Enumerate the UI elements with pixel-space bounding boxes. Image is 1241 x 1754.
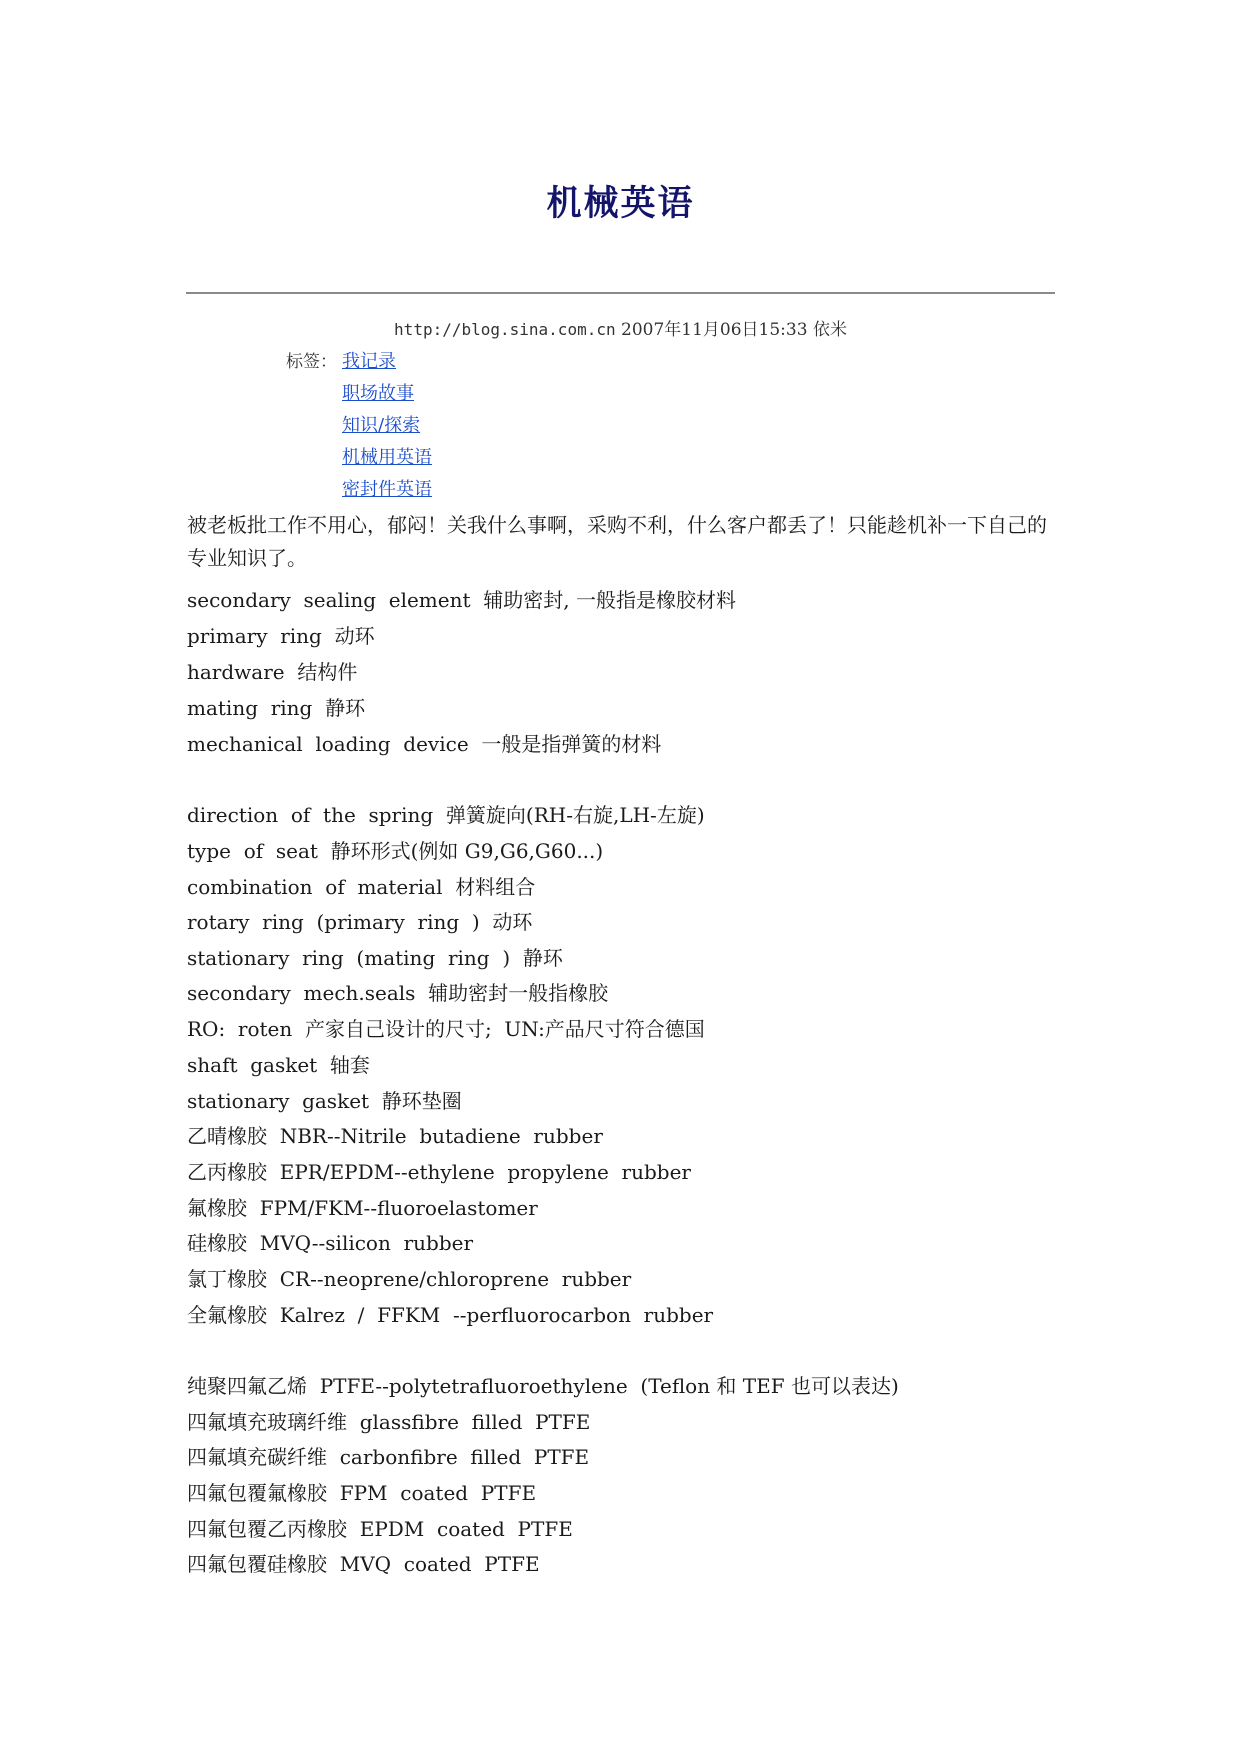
glossary-line: 全氟橡胶 Kalrez / FFKM --perfluorocarbon rubber xyxy=(187,1303,714,1327)
tag-link[interactable]: 密封件英语 xyxy=(342,479,432,500)
glossary-line: 四氟包覆氟橡胶 FPM coated PTFE xyxy=(187,1481,537,1505)
tag-link[interactable]: 我记录 xyxy=(342,351,396,372)
page-title: 机械英语 xyxy=(546,184,695,224)
glossary-line: 四氟填充碳纤维 carbonfibre filled PTFE xyxy=(187,1445,590,1469)
glossary-line: primary ring 动环 xyxy=(187,624,375,648)
glossary-line: 四氟包覆硅橡胶 MVQ coated PTFE xyxy=(187,1552,540,1576)
tag-link[interactable]: 知识/探索 xyxy=(342,415,421,436)
glossary-line: 四氟填充玻璃纤维 glassfibre filled PTFE xyxy=(187,1410,591,1434)
glossary-line: 纯聚四氟乙烯 PTFE--polytetrafluoroethylene (Teflon 和 TEF 也可以表达) xyxy=(187,1374,899,1398)
intro-paragraph: 被老板批工作不用心，郁闷！关我什么事啊，采购不利，什么客户都丢了！只能趁机补一下自己的专业知识了。 xyxy=(187,513,1047,570)
tag-link[interactable]: 职场故事 xyxy=(342,383,414,404)
glossary-line: secondary mech.seals 辅助密封一般指橡胶 xyxy=(187,981,609,1005)
glossary-line: 乙晴橡胶 NBR--Nitrile butadiene rubber xyxy=(187,1124,603,1148)
glossary-line: secondary sealing element 辅助密封, 一般指是橡胶材料 xyxy=(187,588,736,612)
glossary-line: 氯丁橡胶 CR--neoprene/chloroprene rubber xyxy=(187,1267,632,1291)
post-date: 2007年11月06日15:33 xyxy=(621,320,808,340)
glossary-line: rotary ring (primary ring ) 动环 xyxy=(187,910,533,934)
glossary-line: stationary ring (mating ring ) 静环 xyxy=(187,946,563,970)
source-url[interactable]: http://blog.sina.com.cn xyxy=(394,320,616,339)
glossary-line: type of seat 静环形式(例如 G9,G6,G60...) xyxy=(187,839,604,863)
glossary-line: mating ring 静环 xyxy=(187,696,366,720)
header-divider xyxy=(186,292,1055,294)
glossary-line: 四氟包覆乙丙橡胶 EPDM coated PTFE xyxy=(187,1517,573,1541)
tag-link[interactable]: 机械用英语 xyxy=(342,447,432,468)
glossary-line: hardware 结构件 xyxy=(187,660,358,684)
post-meta xyxy=(0,315,1241,340)
glossary-line: stationary gasket 静环垫圈 xyxy=(187,1089,462,1113)
glossary-line: 硅橡胶 MVQ--silicon rubber xyxy=(187,1231,474,1255)
glossary-line: 氟橡胶 FPM/FKM--fluoroelastomer xyxy=(187,1196,538,1220)
glossary-line: RO: roten 产家自己设计的尺寸; UN:产品尺寸符合德国 xyxy=(187,1017,705,1041)
glossary-line: 乙丙橡胶 EPR/EPDM--ethylene propylene rubber xyxy=(187,1160,691,1184)
glossary-line: direction of the spring 弹簧旋向(RH-右旋,LH-左旋) xyxy=(187,803,705,827)
tags-label: 标签： xyxy=(286,352,337,372)
glossary-line: combination of material 材料组合 xyxy=(187,875,536,899)
glossary-line: shaft gasket 轴套 xyxy=(187,1053,370,1077)
glossary-line: mechanical loading device 一般是指弹簧的材料 xyxy=(187,732,662,756)
post-author: 依米 xyxy=(812,320,847,340)
